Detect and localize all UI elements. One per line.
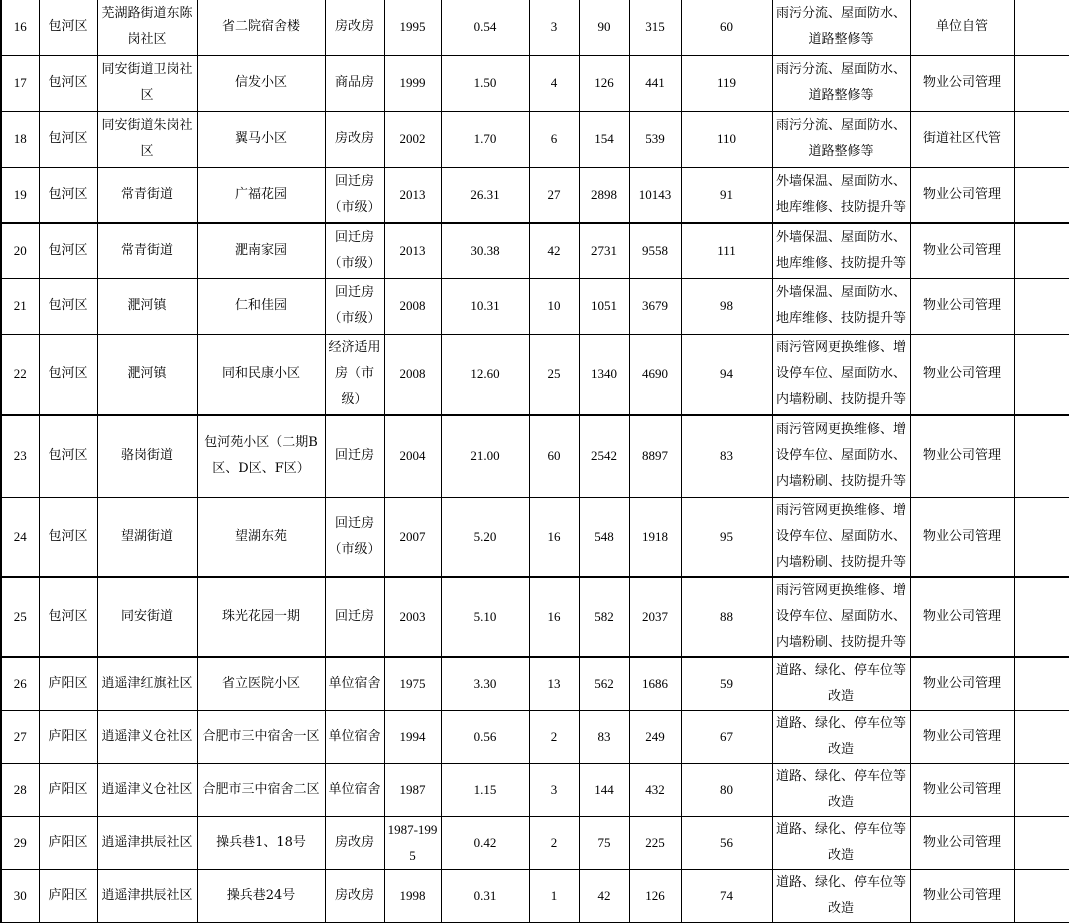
cell-year: 1987-1995 — [384, 816, 441, 869]
cell-area: 0.56 — [441, 710, 529, 763]
cell-name: 包河苑小区（二期B区、D区、F区） — [197, 415, 325, 497]
cell-bldg: 16 — [529, 577, 579, 657]
cell-street: 逍遥津拱辰社区 — [97, 869, 197, 922]
cell-name: 操兵巷24号 — [197, 869, 325, 922]
cell-district: 包河区 — [39, 577, 97, 657]
cell-district: 包河区 — [39, 497, 97, 577]
cell-no: 30 — [1, 869, 39, 922]
cell-street: 逍遥津义仓社区 — [97, 710, 197, 763]
cell-area: 12.60 — [441, 334, 529, 415]
cell-content: 道路、绿化、停车位等改造 — [772, 657, 910, 711]
cell-type: 房改房 — [325, 869, 384, 922]
cell-pop: 315 — [629, 0, 681, 55]
cell-area: 10.31 — [441, 278, 529, 334]
cell-score: 83 — [681, 415, 772, 497]
cell-pop: 8897 — [629, 415, 681, 497]
cell-year: 2003 — [384, 577, 441, 657]
cell-pop: 1918 — [629, 497, 681, 577]
cell-manage: 物业公司管理 — [910, 763, 1014, 816]
cell-type: 回迁房 — [325, 415, 384, 497]
cell-pop: 2037 — [629, 577, 681, 657]
cell-name: 合肥市三中宿舍二区 — [197, 763, 325, 816]
cell-area: 5.20 — [441, 497, 529, 577]
cell-type: 单位宿舍 — [325, 710, 384, 763]
cell-score: 111 — [681, 223, 772, 278]
cell-name: 信发小区 — [197, 55, 325, 111]
cell-extra — [1014, 816, 1069, 869]
cell-manage: 街道社区代管 — [910, 111, 1014, 167]
table-row — [1, 869, 1069, 922]
table-row — [1, 111, 1069, 167]
cell-bldg: 60 — [529, 415, 579, 497]
cell-manage: 物业公司管理 — [910, 657, 1014, 711]
cell-street: 逍遥津义仓社区 — [97, 763, 197, 816]
cell-bldg: 2 — [529, 816, 579, 869]
cell-pop: 9558 — [629, 223, 681, 278]
cell-pop: 126 — [629, 869, 681, 922]
cell-extra — [1014, 415, 1069, 497]
cell-content: 外墙保温、屋面防水、地库维修、技防提升等 — [772, 223, 910, 278]
cell-extra — [1014, 167, 1069, 223]
cell-manage: 物业公司管理 — [910, 497, 1014, 577]
cell-pop: 225 — [629, 816, 681, 869]
cell-name: 操兵巷1、18号 — [197, 816, 325, 869]
cell-name: 省二院宿舍楼 — [197, 0, 325, 55]
cell-content: 道路、绿化、停车位等改造 — [772, 763, 910, 816]
cell-manage: 物业公司管理 — [910, 334, 1014, 415]
cell-district: 包河区 — [39, 167, 97, 223]
cell-street: 同安街道朱岗社区 — [97, 111, 197, 167]
cell-extra — [1014, 657, 1069, 711]
cell-extra — [1014, 0, 1069, 55]
cell-year: 1995 — [384, 0, 441, 55]
cell-street: 同安街道 — [97, 577, 197, 657]
cell-year: 2007 — [384, 497, 441, 577]
cell-street: 淝河镇 — [97, 278, 197, 334]
cell-district: 庐阳区 — [39, 816, 97, 869]
cell-pop: 441 — [629, 55, 681, 111]
cell-type: 回迁房（市级） — [325, 497, 384, 577]
cell-score: 60 — [681, 0, 772, 55]
cell-score: 95 — [681, 497, 772, 577]
cell-households: 2731 — [579, 223, 629, 278]
cell-no: 22 — [1, 334, 39, 415]
cell-households: 75 — [579, 816, 629, 869]
cell-extra — [1014, 577, 1069, 657]
cell-district: 包河区 — [39, 278, 97, 334]
cell-district: 包河区 — [39, 111, 97, 167]
cell-score: 80 — [681, 763, 772, 816]
cell-manage: 物业公司管理 — [910, 577, 1014, 657]
table-row — [1, 278, 1069, 334]
cell-year: 1987 — [384, 763, 441, 816]
cell-pop: 10143 — [629, 167, 681, 223]
cell-no: 16 — [1, 0, 39, 55]
cell-type: 单位宿舍 — [325, 657, 384, 711]
cell-street: 骆岗街道 — [97, 415, 197, 497]
cell-bldg: 3 — [529, 0, 579, 55]
cell-area: 26.31 — [441, 167, 529, 223]
cell-content: 雨污管网更换维修、增设停车位、屋面防水、内墙粉刷、技防提升等 — [772, 497, 910, 577]
cell-district: 包河区 — [39, 415, 97, 497]
cell-manage: 物业公司管理 — [910, 710, 1014, 763]
cell-score: 88 — [681, 577, 772, 657]
cell-score: 56 — [681, 816, 772, 869]
cell-pop: 432 — [629, 763, 681, 816]
cell-area: 1.70 — [441, 111, 529, 167]
cell-no: 17 — [1, 55, 39, 111]
table-row — [1, 763, 1069, 816]
cell-no: 19 — [1, 167, 39, 223]
cell-year: 2008 — [384, 278, 441, 334]
cell-type: 单位宿舍 — [325, 763, 384, 816]
cell-name: 珠光花园一期 — [197, 577, 325, 657]
cell-year: 1975 — [384, 657, 441, 711]
cell-name: 淝南家园 — [197, 223, 325, 278]
cell-content: 雨污分流、屋面防水、道路整修等 — [772, 55, 910, 111]
cell-type: 商品房 — [325, 55, 384, 111]
cell-bldg: 25 — [529, 334, 579, 415]
cell-no: 29 — [1, 816, 39, 869]
cell-bldg: 27 — [529, 167, 579, 223]
cell-district: 包河区 — [39, 0, 97, 55]
cell-no: 26 — [1, 657, 39, 711]
cell-content: 雨污分流、屋面防水、道路整修等 — [772, 0, 910, 55]
cell-name: 广福花园 — [197, 167, 325, 223]
cell-households: 2542 — [579, 415, 629, 497]
cell-name: 省立医院小区 — [197, 657, 325, 711]
cell-manage: 物业公司管理 — [910, 55, 1014, 111]
cell-extra — [1014, 710, 1069, 763]
cell-manage: 单位自管 — [910, 0, 1014, 55]
cell-manage: 物业公司管理 — [910, 415, 1014, 497]
cell-no: 21 — [1, 278, 39, 334]
cell-year: 2004 — [384, 415, 441, 497]
cell-content: 雨污管网更换维修、增设停车位、屋面防水、内墙粉刷、技防提升等 — [772, 577, 910, 657]
cell-name: 仁和佳园 — [197, 278, 325, 334]
cell-type: 房改房 — [325, 111, 384, 167]
cell-households: 562 — [579, 657, 629, 711]
cell-score: 59 — [681, 657, 772, 711]
cell-extra — [1014, 497, 1069, 577]
cell-households: 126 — [579, 55, 629, 111]
cell-street: 同安街道卫岗社区 — [97, 55, 197, 111]
cell-no: 23 — [1, 415, 39, 497]
cell-households: 1340 — [579, 334, 629, 415]
cell-year: 2002 — [384, 111, 441, 167]
table-row — [1, 816, 1069, 869]
cell-extra — [1014, 869, 1069, 922]
cell-name: 同和民康小区 — [197, 334, 325, 415]
cell-score: 98 — [681, 278, 772, 334]
cell-district: 包河区 — [39, 55, 97, 111]
cell-area: 1.50 — [441, 55, 529, 111]
cell-area: 30.38 — [441, 223, 529, 278]
cell-area: 0.54 — [441, 0, 529, 55]
cell-manage: 物业公司管理 — [910, 167, 1014, 223]
cell-households: 83 — [579, 710, 629, 763]
cell-manage: 物业公司管理 — [910, 223, 1014, 278]
table-row — [1, 415, 1069, 497]
cell-name: 合肥市三中宿舍一区 — [197, 710, 325, 763]
cell-households: 144 — [579, 763, 629, 816]
cell-extra — [1014, 334, 1069, 415]
cell-pop: 4690 — [629, 334, 681, 415]
cell-score: 94 — [681, 334, 772, 415]
cell-bldg: 2 — [529, 710, 579, 763]
cell-type: 回迁房（市级） — [325, 223, 384, 278]
cell-households: 582 — [579, 577, 629, 657]
cell-type: 回迁房（市级） — [325, 167, 384, 223]
cell-district: 包河区 — [39, 223, 97, 278]
cell-no: 25 — [1, 577, 39, 657]
cell-type: 房改房 — [325, 0, 384, 55]
cell-year: 2008 — [384, 334, 441, 415]
cell-year: 1994 — [384, 710, 441, 763]
cell-no: 27 — [1, 710, 39, 763]
cell-name: 翼马小区 — [197, 111, 325, 167]
cell-content: 道路、绿化、停车位等改造 — [772, 869, 910, 922]
cell-bldg: 10 — [529, 278, 579, 334]
cell-content: 雨污管网更换维修、增设停车位、屋面防水、内墙粉刷、技防提升等 — [772, 334, 910, 415]
cell-content: 道路、绿化、停车位等改造 — [772, 710, 910, 763]
table-row — [1, 657, 1069, 711]
cell-manage: 物业公司管理 — [910, 278, 1014, 334]
cell-street: 淝河镇 — [97, 334, 197, 415]
cell-households: 154 — [579, 111, 629, 167]
cell-area: 0.42 — [441, 816, 529, 869]
cell-bldg: 4 — [529, 55, 579, 111]
cell-score: 67 — [681, 710, 772, 763]
cell-type: 回迁房（市级） — [325, 278, 384, 334]
cell-pop: 249 — [629, 710, 681, 763]
cell-area: 5.10 — [441, 577, 529, 657]
cell-no: 24 — [1, 497, 39, 577]
cell-households: 2898 — [579, 167, 629, 223]
cell-street: 芜湖路街道东陈岗社区 — [97, 0, 197, 55]
cell-score: 119 — [681, 55, 772, 111]
cell-year: 2013 — [384, 223, 441, 278]
cell-street: 常青街道 — [97, 223, 197, 278]
cell-households: 1051 — [579, 278, 629, 334]
cell-area: 1.15 — [441, 763, 529, 816]
cell-manage: 物业公司管理 — [910, 869, 1014, 922]
table-row — [1, 577, 1069, 657]
cell-extra — [1014, 111, 1069, 167]
cell-district: 庐阳区 — [39, 657, 97, 711]
cell-street: 逍遥津红旗社区 — [97, 657, 197, 711]
cell-type: 经济适用房（市级） — [325, 334, 384, 415]
cell-street: 望湖街道 — [97, 497, 197, 577]
cell-content: 外墙保温、屋面防水、地库维修、技防提升等 — [772, 167, 910, 223]
cell-manage: 物业公司管理 — [910, 816, 1014, 869]
table-row — [1, 497, 1069, 577]
cell-district: 庐阳区 — [39, 869, 97, 922]
cell-type: 回迁房 — [325, 577, 384, 657]
cell-district: 庐阳区 — [39, 710, 97, 763]
table-row — [1, 710, 1069, 763]
cell-extra — [1014, 55, 1069, 111]
cell-year: 1998 — [384, 869, 441, 922]
cell-street: 逍遥津拱辰社区 — [97, 816, 197, 869]
cell-content: 道路、绿化、停车位等改造 — [772, 816, 910, 869]
cell-bldg: 42 — [529, 223, 579, 278]
cell-households: 42 — [579, 869, 629, 922]
table-row — [1, 167, 1069, 223]
cell-score: 110 — [681, 111, 772, 167]
cell-bldg: 13 — [529, 657, 579, 711]
cell-street: 常青街道 — [97, 167, 197, 223]
cell-score: 74 — [681, 869, 772, 922]
cell-year: 2013 — [384, 167, 441, 223]
cell-no: 28 — [1, 763, 39, 816]
cell-bldg: 1 — [529, 869, 579, 922]
cell-extra — [1014, 223, 1069, 278]
cell-content: 外墙保温、屋面防水、地库维修、技防提升等 — [772, 278, 910, 334]
cell-households: 90 — [579, 0, 629, 55]
table-row — [1, 334, 1069, 415]
cell-district: 庐阳区 — [39, 763, 97, 816]
cell-type: 房改房 — [325, 816, 384, 869]
table-row — [1, 55, 1069, 111]
cell-no: 20 — [1, 223, 39, 278]
cell-extra — [1014, 278, 1069, 334]
cell-pop: 1686 — [629, 657, 681, 711]
cell-content: 雨污管网更换维修、增设停车位、屋面防水、内墙粉刷、技防提升等 — [772, 415, 910, 497]
cell-district: 包河区 — [39, 334, 97, 415]
cell-extra — [1014, 763, 1069, 816]
cell-households: 548 — [579, 497, 629, 577]
cell-no: 18 — [1, 111, 39, 167]
cell-area: 21.00 — [441, 415, 529, 497]
cell-pop: 3679 — [629, 278, 681, 334]
cell-name: 望湖东苑 — [197, 497, 325, 577]
cell-bldg: 16 — [529, 497, 579, 577]
cell-pop: 539 — [629, 111, 681, 167]
cell-bldg: 6 — [529, 111, 579, 167]
cell-area: 3.30 — [441, 657, 529, 711]
cell-year: 1999 — [384, 55, 441, 111]
cell-content: 雨污分流、屋面防水、道路整修等 — [772, 111, 910, 167]
cell-area: 0.31 — [441, 869, 529, 922]
table-row — [1, 0, 1069, 55]
cell-score: 91 — [681, 167, 772, 223]
cell-bldg: 3 — [529, 763, 579, 816]
table-row — [1, 223, 1069, 278]
